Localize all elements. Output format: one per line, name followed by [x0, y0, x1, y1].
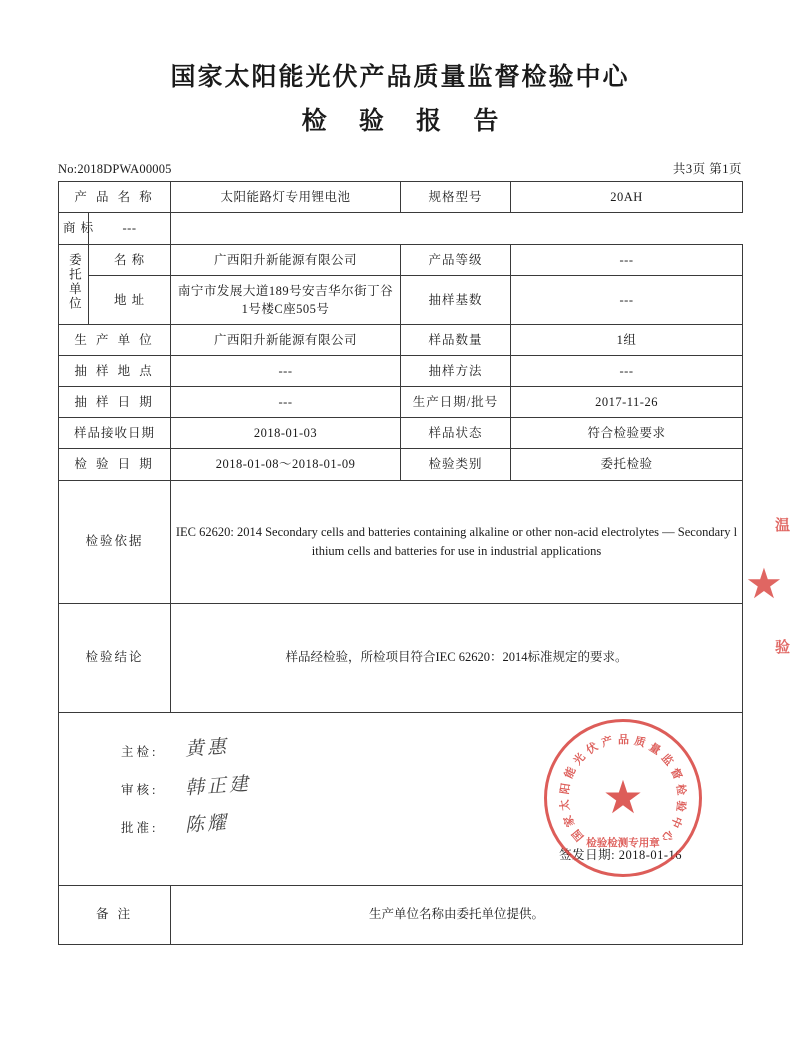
table-row	[59, 712, 743, 885]
test-date-value: 2018-01-08～2018-01-09	[171, 449, 401, 480]
star-icon: ★	[745, 562, 783, 608]
table-row	[59, 480, 743, 603]
issue-date	[559, 846, 682, 864]
test-basis-value: IEC 62620: 2014 Secondary cells and batteries containing alkaline or other non-acid electrolytes — Secondary lithium cells and batteries for use in industrial applications	[171, 480, 743, 603]
sample-status-label: 样品状态	[401, 418, 511, 449]
product-name-label: 产 品 名 称	[59, 182, 171, 213]
sample-quantity-label: 样品数量	[401, 324, 511, 355]
approver-signature: 陈耀	[184, 811, 230, 837]
receive-date-label: 样品接收日期	[59, 418, 171, 449]
sample-quantity-value: 1组	[511, 324, 743, 355]
sampling-base-value: ---	[511, 275, 743, 324]
table-row	[59, 324, 743, 355]
receive-date-value: 2018-01-03	[171, 418, 401, 449]
model-value: 20AH	[511, 182, 743, 213]
sample-status-value: 符合检验要求	[511, 418, 743, 449]
page-count: 共3页 第1页	[672, 162, 742, 177]
table-row	[59, 603, 743, 712]
sampling-method-label: 抽样方法	[401, 356, 511, 387]
sampling-date-value: ---	[171, 387, 401, 418]
table-row	[59, 885, 743, 944]
brand-label: 商 标	[59, 213, 89, 244]
side-seal-top-text: 温	[773, 516, 789, 532]
issue-date-value: 2018-01-16	[618, 848, 683, 863]
reviewer-row	[121, 773, 252, 799]
document-header	[0, 0, 800, 137]
page-title: 检 验 报 告	[301, 108, 512, 136]
signature-block	[59, 712, 743, 885]
approver-row	[121, 811, 230, 837]
test-type-label: 检验类别	[401, 449, 511, 480]
remark-value: 生产单位名称由委托单位提供。	[171, 885, 743, 944]
client-address-label: 地 址	[89, 275, 171, 324]
report-number: No:2018DPWA00005	[58, 162, 172, 177]
table-row	[59, 244, 743, 275]
conclusion-value: 样品经检验，所检项目符合IEC 62620：2014标准规定的要求。	[171, 603, 743, 712]
reviewer-label: 审核:	[121, 782, 159, 797]
test-type-value: 委托检验	[511, 449, 743, 480]
client-address-value: 南宁市发展大道189号安吉华尔街丁谷1号楼C座505号	[171, 275, 401, 324]
client-vertical-label: 委托单位	[59, 244, 89, 324]
manufacturer-value: 广西阳升新能源有限公司	[171, 324, 401, 355]
table-row	[59, 387, 743, 418]
production-date-label: 生产日期/批号	[401, 387, 511, 418]
star-icon: ★	[602, 771, 644, 823]
client-name-label: 名 称	[89, 244, 171, 275]
reviewer-signature: 韩正建	[184, 773, 252, 799]
product-grade-label: 产品等级	[401, 244, 511, 275]
sampling-place-value: ---	[171, 356, 401, 387]
model-label: 规格型号	[401, 182, 511, 213]
table-row	[59, 418, 743, 449]
remark-label: 备 注	[59, 885, 171, 944]
conclusion-label: 检验结论	[59, 603, 171, 712]
test-basis-label: 检验依据	[59, 480, 171, 603]
sampling-place-label: 抽 样 地 点	[59, 356, 171, 387]
org-title: 国家太阳能光伏产品质量监督检验中心	[170, 64, 630, 91]
product-grade-value: ---	[511, 244, 743, 275]
table-row	[59, 449, 743, 480]
table-row	[59, 275, 743, 324]
chief-inspector-row	[121, 735, 230, 761]
sampling-date-label: 抽 样 日 期	[59, 387, 171, 418]
table-row	[59, 356, 743, 387]
side-seal-bottom-text: 验	[773, 638, 789, 654]
approver-label: 批准:	[121, 820, 159, 835]
test-date-label: 检 验 日 期	[59, 449, 171, 480]
manufacturer-label: 生 产 单 位	[59, 324, 171, 355]
report-meta	[58, 159, 742, 177]
brand-value: ---	[89, 213, 171, 244]
chief-inspector-label: 主检:	[121, 744, 159, 759]
client-name-value: 广西阳升新能源有限公司	[171, 244, 401, 275]
round-stamp-ring-text: 国 家 太 阳 能 光 伏 产 品 质 量 监 督 检 验 中 心	[558, 733, 688, 844]
round-stamp-bottom-text: 检验检测专用章	[586, 838, 660, 850]
sampling-base-label: 抽样基数	[401, 275, 511, 324]
table-row	[59, 182, 743, 213]
issue-date-label: 签发日期:	[559, 848, 616, 863]
sampling-method-value: ---	[511, 356, 743, 387]
chief-inspector-signature: 黄惠	[184, 735, 230, 761]
side-seal-stamp	[736, 500, 792, 670]
table-row	[59, 213, 743, 244]
production-date-value: 2017-11-26	[511, 387, 743, 418]
product-name-value: 太阳能路灯专用锂电池	[171, 182, 401, 213]
report-table	[58, 181, 743, 944]
